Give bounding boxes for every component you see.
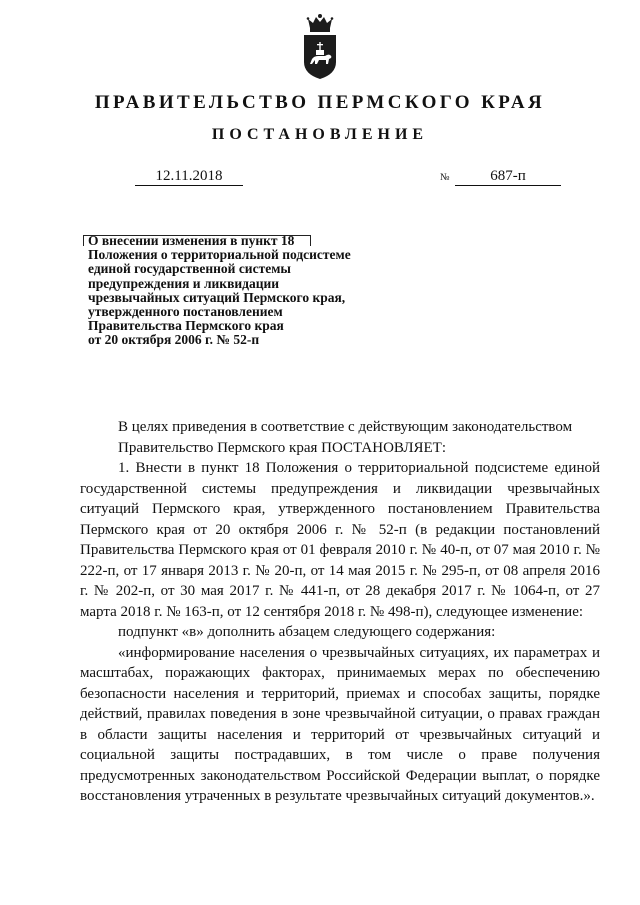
subject-block xyxy=(88,234,418,348)
subject-line: утвержденного постановлением xyxy=(88,304,283,320)
subject-line: Правительства Пермского края xyxy=(88,318,284,334)
subject-line: О внесении изменения в пункт 18 xyxy=(88,233,295,248)
subject-line: предупреждения и ликвидации xyxy=(88,275,280,291)
subitem-paragraph: подпункт «в» дополнить абзацем следующего содержания: xyxy=(118,624,496,640)
document-number: 687-п xyxy=(455,168,561,186)
government-title: ПРАВИТЕЛЬСТВО ПЕРМСКОГО КРАЯ xyxy=(94,92,546,113)
coat-of-arms-icon xyxy=(301,14,339,80)
item-1: 1. Внести в пункт 18 Положения о территориальной подсистеме единой государственной системы предупреждения и ликвидации чрезвычайных ситуаций Пермского края, утвержденного постановлением Правительства Пермского края от 20 октября 2006 г. № 52-п (в редакции постановлений Правительства Пермского края от 01 февраля 2010 г. № 40-п, от 07 мая 2010 г. № 222-п, от 17 января 2013 г. № 20-п, от 14 мая 2015 г. № 295-п, от 08 апреля 2016 г. № 202-п, от 30 мая 2017 г. № 441-п, от 28 декабря 2017 г. № 1064-п, от 27 марта 2018 г. № 163-п, от 12 сентября 2018 г. № 498-п), следующее изменение: xyxy=(80,460,600,620)
number-label: № xyxy=(440,172,450,183)
preamble-line-1: В целях приведения в соответствие с действующим законодательством xyxy=(118,419,573,435)
subject-line: Положения о территориальной подсистеме xyxy=(88,247,351,263)
document-date: 12.11.2018 xyxy=(135,168,243,186)
subject-line: от 20 октября 2006 г. № 52-п xyxy=(88,332,260,348)
subject-line: чрезвычайных ситуаций Пермского края, xyxy=(88,289,346,305)
quoted-amendment: «информирование населения о чрезвычайных ситуациях, их параметрах и масштабах, поражающих факторах, принимаемых мерах по обеспечению безопасности населения и территорий, приемах и способах защиты, порядке действий, правилах поведения в зоне чрезвычайной ситуации, о правах граждан в области защиты населения и территорий от чрезвычайных ситуаций и социальной защиты пострадавших, в том числе о праве получения предусмотренных законодательством Российской Федерации выплат, о порядке восстановления утраченных в результате чрезвычайных ситуаций документов.». xyxy=(80,644,600,804)
subject-line: единой государственной системы xyxy=(88,261,291,277)
preamble-line-2: Правительство Пермского края ПОСТАНОВЛЯЕТ: xyxy=(118,439,447,456)
document-kind: ПОСТАНОВЛЕНИЕ xyxy=(211,126,429,143)
document-body xyxy=(80,417,600,807)
